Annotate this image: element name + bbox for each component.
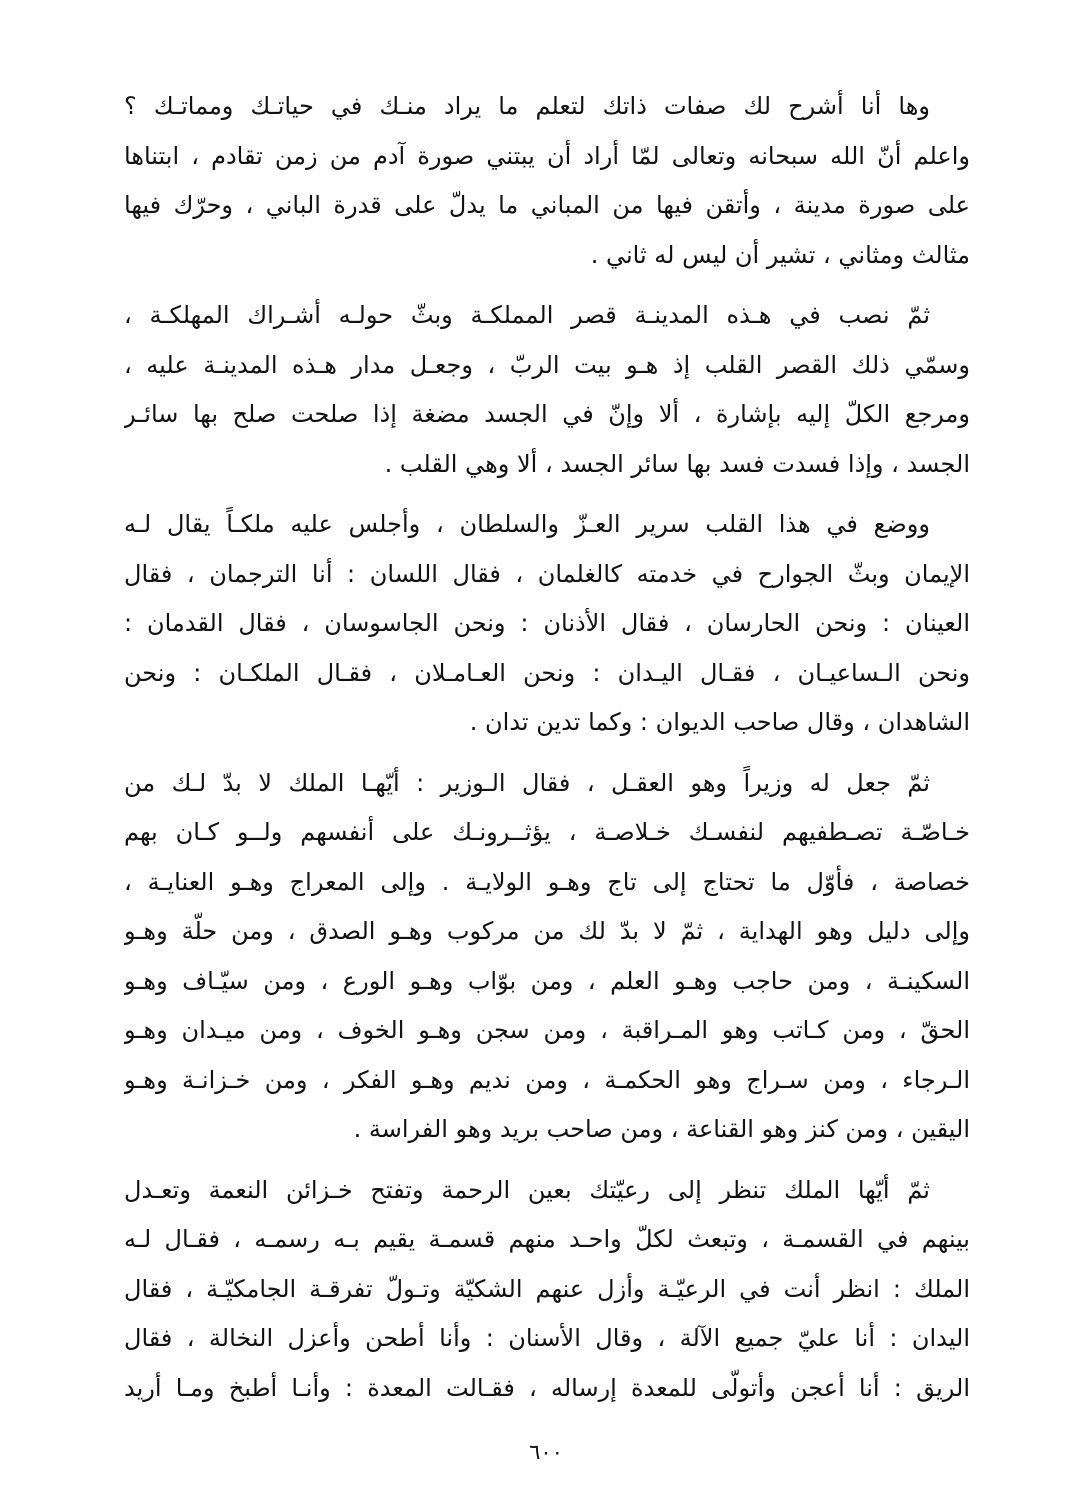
page-number: ٦٠٠ — [529, 1440, 563, 1464]
text-line: الجسد ، وإذا فسدت فسد بها سائر الجسد ، ألا وهي القلب . — [384, 449, 970, 478]
text-line: بينهم في القسمـة ، وتبعث لكلّ واحـد منهم قسمـة يقيم بـه رسمـه ، فقـال لـه — [124, 1225, 970, 1253]
text-line: وإلى دليل وهو الهداية ، ثمّ لا بدّ لك من مركوب وهـو الصدق ، ومن حلّة وهـو — [124, 917, 970, 945]
text-line: العينان : ونحن الحارسان ، فقال الأذنان : ونحن الجاسوسان ، فقال القدمان : — [124, 609, 970, 637]
text-line: ومرجع الكلّ إليه بإشارة ، ألا وإنّ في الجسد مضغة إذا صلحت صلح بها سائـر — [124, 400, 970, 428]
text-line: اليقين ، ومن كنز وهو القناعة ، ومن صاحب بريد وهو الفراسة . — [353, 1115, 970, 1143]
paragraph — [124, 1166, 970, 1414]
paragraph — [124, 759, 970, 1155]
body-text — [124, 82, 970, 1413]
text-line: ثمّ جعل له وزيراً وهو العقـل ، فقال الـوزير : أيّهـا الملك لا بدّ لـك من — [124, 768, 930, 797]
paragraph — [124, 82, 970, 280]
text-line: على صورة مدينة ، وأتقن فيها من المباني ما يدلّ على قدرة الباني ، وحرّك فيها — [124, 191, 970, 219]
text-line: الريق : أنا أعجن وأتولّى للمعدة إرساله ، فقـالت المعدة : وأنـا أطبخ ومـا أريد — [124, 1373, 970, 1402]
text-line: الشاهدان ، وقال صاحب الديوان : وكما تدين تدان . — [469, 708, 970, 736]
text-line: اليدان : أنا عليّ جميع الآلة ، وقال الأسنان : وأنا أطحن وأعزل النخالة ، فقال — [124, 1324, 970, 1352]
text-line: وها أنا أشرح لك صفات ذاتك لتعلم ما يراد منـك في حياتـك ومماتـك ؟ — [124, 92, 930, 120]
text-line: خـاصّـة تصـطفيهم لنفسـك خـلاصـة ، يؤثــرونـك على أنفسهم ولــو كـان بهم — [124, 818, 970, 846]
text-line: السكينـة ، ومن حاجب وهـو العلم ، ومن بوّاب وهـو الورع ، ومن سيّـاف وهـو — [124, 966, 970, 995]
text-line: خصاصة ، فأوّل ما تحتاج إلى تاج وهـو الولايـة . وإلى المعراج وهـو العنايـة ، — [124, 867, 970, 896]
text-line: ووضع في هذا القلب سرير العـزّ والسلطان ، وأجلس عليه ملكـاً يقال لـه — [124, 510, 930, 538]
text-line: الحقّ ، ومن كـاتب وهو المـراقبة ، ومن سجن وهـو الخوف ، ومن ميـدان وهـو — [124, 1016, 970, 1044]
text-line: ثمّ أيّها الملك تنظر إلى رعيّتك بعين الرحمة وتفتح خـزائن النعمة وتعـدل — [124, 1175, 930, 1204]
text-line: ونحن الـساعيـان ، فقـال اليـدان : ونحن العـامـلان ، فقـال الملكـان : ونحن — [124, 658, 970, 687]
paragraph — [124, 500, 970, 748]
text-line: الإيمان وبثّ الجوارح في خدمته كالغلمان ، فقال اللسان : أنا الترجمان ، فقال — [124, 559, 970, 588]
text-line: ثمّ نصب في هـذه المدينـة قصر المملكـة وبثّ حولـه أشـراك المهلكـة ، — [124, 301, 930, 329]
text-line: وسمّي ذلك القصر القلب إذ هـو بيت الربّ ، وجعـل مدار هـذه المدينـة عليه ، — [124, 350, 970, 379]
text-line: الملك : انظر أنت في الرعيّـة وأزل عنهم الشكيّة وتـولّ تفرقـة الجامكيّـة ، فقال — [124, 1274, 970, 1303]
paragraph — [124, 291, 970, 489]
text-line: مثالث ومثاني ، تشير أن ليس له ثاني . — [590, 240, 970, 269]
text-line: الـرجاء ، ومن سـراج وهو الحكمـة ، ومن نديم وهـو الفكر ، ومن خـزانـة وهـو — [124, 1065, 970, 1094]
text-line: واعلم أنّ الله سبحانه وتعالى لمّا أراد أن يبتني صورة آدم من زمن تقادم ، ابتناها — [124, 141, 970, 170]
